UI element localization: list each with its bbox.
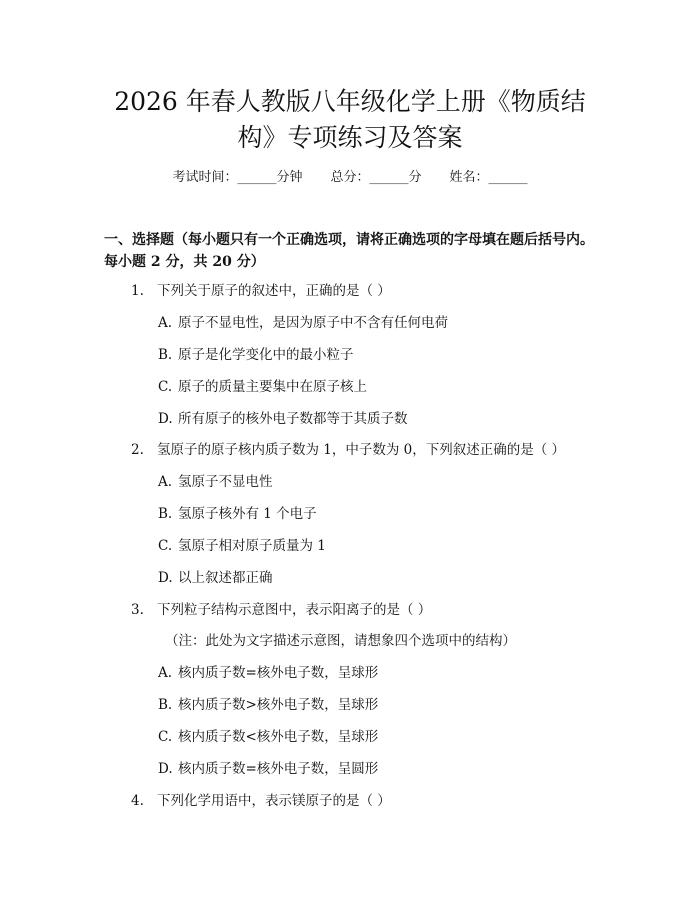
question-3-option-b xyxy=(158,695,618,715)
question-2-option-d xyxy=(158,568,618,588)
option-letter: C. xyxy=(158,379,173,395)
option-text: 原子不显电性，是因为原子中不含有任何电荷 xyxy=(178,315,448,331)
question-3-option-d xyxy=(158,759,618,779)
question-2-option-c xyxy=(158,536,618,556)
option-text: 核内质子数<核外电子数，呈球形 xyxy=(178,729,379,745)
option-letter: D. xyxy=(158,411,173,427)
question-stem: 下列化学用语中，表示镁原子的是（ ） xyxy=(157,793,391,809)
question-2-option-a xyxy=(158,472,618,492)
option-text: 氢原子核外有 1 个电子 xyxy=(178,506,317,522)
question-3-note: （注：此处为文字描述示意图，请想象四个选项中的结构） xyxy=(165,633,516,649)
option-text: 氢原子相对原子质量为 1 xyxy=(178,538,326,554)
question-1-option-d xyxy=(158,409,618,429)
option-letter: D. xyxy=(158,570,173,586)
total-score-label: 总分：______分 xyxy=(330,170,422,185)
section-heading-line-2: 每小题 2 分，共 20 分） xyxy=(104,254,265,270)
option-letter: A. xyxy=(158,474,173,490)
option-text: 原子的质量主要集中在原子核上 xyxy=(178,379,367,395)
question-stem: 下列关于原子的叙述中，正确的是（ ） xyxy=(157,283,391,299)
question-stem: 下列粒子结构示意图中，表示阳离子的是（ ） xyxy=(157,602,432,618)
option-text: 氢原子不显电性 xyxy=(178,474,273,490)
option-letter: B. xyxy=(158,347,173,363)
question-2 xyxy=(131,440,631,460)
option-letter: C. xyxy=(158,538,173,554)
question-2-option-b xyxy=(158,504,618,524)
option-letter: C. xyxy=(158,729,173,745)
option-letter: D. xyxy=(158,761,173,777)
question-3-option-c xyxy=(158,727,618,747)
option-letter: A. xyxy=(158,665,173,681)
question-stem: 氢原子的原子核内质子数为 1，中子数为 0，下列叙述正确的是（ ） xyxy=(157,442,566,458)
option-text: 核内质子数>核外电子数，呈球形 xyxy=(178,697,379,713)
option-text: 核内质子数=核外电子数，呈圆形 xyxy=(178,761,379,777)
student-name-label: 姓名：______ xyxy=(449,170,528,185)
question-number: 2. xyxy=(131,442,144,458)
question-3 xyxy=(131,600,631,620)
question-number: 1. xyxy=(131,283,144,299)
option-text: 核内质子数=核外电子数，呈球形 xyxy=(178,665,379,681)
question-4 xyxy=(131,791,631,811)
question-1-option-c xyxy=(158,377,618,397)
option-letter: A. xyxy=(158,315,173,331)
page-title-line-2: 构》专项练习及答案 xyxy=(237,123,463,152)
question-1-option-a xyxy=(158,313,618,333)
question-3-option-a xyxy=(158,663,618,683)
question-1-option-b xyxy=(158,345,618,365)
option-letter: B. xyxy=(158,697,173,713)
option-text: 以上叙述都正确 xyxy=(178,570,273,586)
section-heading-line-1: 一、选择题（每小题只有一个正确选项，请将正确选项的字母填在题后括号内。 xyxy=(104,232,594,248)
option-text: 原子是化学变化中的最小粒子 xyxy=(178,347,354,363)
question-number: 3. xyxy=(131,602,144,618)
exam-time-label: 考试时间：______分钟 xyxy=(172,170,303,185)
question-1 xyxy=(131,281,631,301)
page-title-line-1: 2026 年春人教版八年级化学上册《物质结 xyxy=(114,87,586,116)
option-letter: B. xyxy=(158,506,173,522)
option-text: 所有原子的核外电子数都等于其质子数 xyxy=(178,411,408,427)
question-number: 4. xyxy=(131,793,144,809)
exam-meta xyxy=(0,168,700,188)
